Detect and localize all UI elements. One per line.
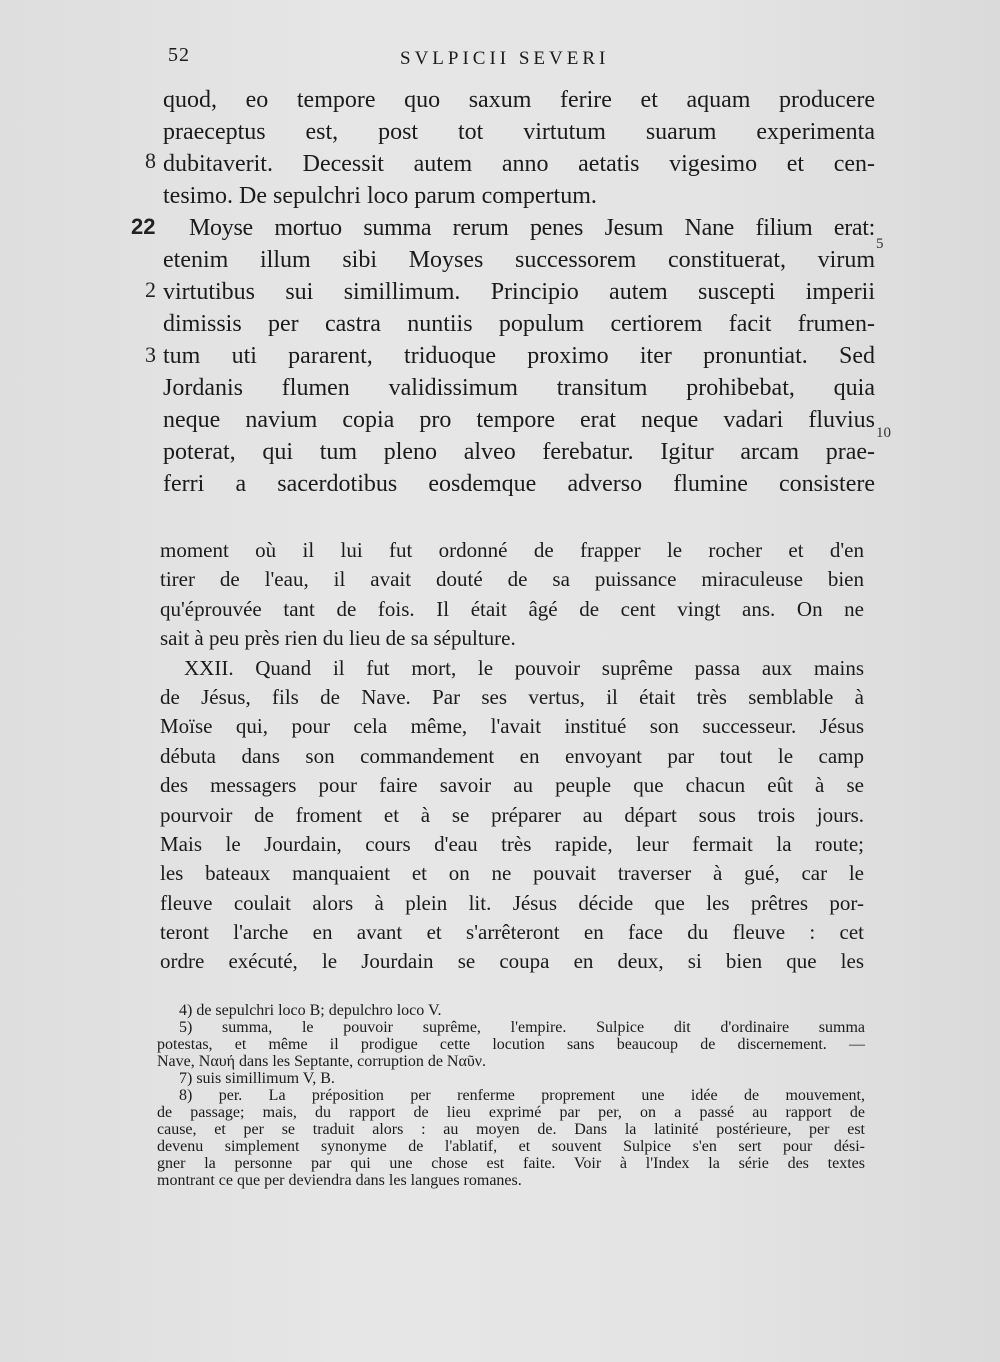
- french-line: ordre exécuté, le Jourdain se coupa en deux, si bien que les: [160, 949, 864, 974]
- latin-line: Jordanis flumen validissimum transitum prohibebat, quia: [163, 375, 875, 401]
- footnote-line: montrant ce que per deviendra dans les langues romanes.: [157, 1172, 522, 1189]
- french-line: de Jésus, fils de Nave. Par ses vertus, il était très semblable à: [160, 684, 864, 709]
- latin-line: dimissis per castra nuntiis populum certiorem facit frumen-: [163, 311, 875, 337]
- footnote-line: potestas, et même il prodigue cette locution sans beaucoup de discernement. —: [157, 1036, 865, 1053]
- footnote-line: 4) de sepulchri loco B; depulchro loco V.: [179, 1002, 442, 1019]
- latin-line: ferri a sacerdotibus eosdemque adverso flumine consistere: [163, 471, 875, 497]
- french-translation-block: [160, 536, 864, 977]
- french-line: pourvoir de froment et à se préparer au départ sous trois jours.: [160, 802, 864, 827]
- footnote-line: 7) suis simillimum V, B.: [179, 1070, 335, 1087]
- line-number-5: 5: [876, 236, 884, 252]
- latin-line: dubitaverit. Decessit autem anno aetatis vigesimo et cen-: [163, 151, 875, 177]
- french-line: XXII. Quand il fut mort, le pouvoir suprême passa aux mains: [184, 655, 864, 680]
- line-number-10: 10: [876, 425, 891, 441]
- page-number: 52: [168, 44, 190, 66]
- footnote-line: de passage; mais, du rapport de lieu exprimé par per, on a passé au rapport de: [157, 1104, 865, 1121]
- footnote-line: cause, et per se traduit alors : au moyen de. Dans la latinité postérieure, per est: [157, 1121, 865, 1138]
- latin-line: poterat, qui tum pleno alveo ferebatur. Igitur arcam prae-: [163, 439, 875, 465]
- footnotes: [157, 1002, 865, 1189]
- french-line: teront l'arche en avant et s'arrêteront en face du fleuve : cet: [160, 920, 864, 945]
- latin-line: praeceptus est, post tot virtutum suarum experimenta: [163, 119, 875, 145]
- running-title: SVLPICII SEVERI: [400, 48, 610, 69]
- latin-line: etenim illum sibi Moyses successorem constituerat, virum: [163, 247, 875, 273]
- footnote-line: 5) summa, le pouvoir suprême, l'empire. Sulpice dit d'ordinaire summa: [179, 1019, 865, 1036]
- footnote-line: devenu simplement synonyme de l'ablatif, et souvent Sulpice s'en sert pour dési-: [157, 1138, 865, 1155]
- french-line: les bateaux manquaient et on ne pouvait traverser à gué, car le: [160, 861, 864, 886]
- footnote-line: 8) per. La préposition per renferme proprement une idée de mouvement,: [179, 1087, 865, 1104]
- french-line: sait à peu près rien du lieu de sa sépulture.: [160, 626, 516, 651]
- french-line: Moïse qui, pour cela même, l'avait institué son successeur. Jésus: [160, 714, 864, 739]
- french-line: débuta dans son commandement en envoyant par tout le camp: [160, 743, 864, 768]
- french-line: moment où il lui fut ordonné de frapper le rocher et d'en: [160, 538, 864, 562]
- french-line: des messagers pour faire savoir au peuple que chacun eût à se: [160, 773, 864, 798]
- french-line: tirer de l'eau, il avait douté de sa puissance miraculeuse bien: [160, 567, 864, 592]
- latin-line: tesimo. De sepulchri loco parum compertum.: [163, 183, 597, 209]
- latin-line: tum uti pararent, triduoque proximo iter pronuntiat. Sed: [163, 343, 875, 369]
- latin-text-block: [163, 84, 875, 500]
- french-line: fleuve coulait alors à plein lit. Jésus décide que les prêtres por-: [160, 890, 864, 915]
- footnote-line: gner la personne par qui une chose est faite. Voir à l'Index la série des textes: [157, 1155, 865, 1172]
- verse-marker-3: 3: [145, 342, 156, 367]
- latin-line: neque navium copia pro tempore erat neque vadari fluvius: [163, 407, 875, 433]
- verse-marker-2: 2: [145, 277, 156, 302]
- french-line: Mais le Jourdain, cours d'eau très rapide, leur fermait la route;: [160, 831, 864, 856]
- footnote-line: Nave, Ναυή dans les Septante, corruption de Ναῦν.: [157, 1053, 487, 1070]
- latin-line: virtutibus sui simillimum. Principio autem suscepti imperii: [163, 279, 875, 305]
- chapter-marker-22: 22: [131, 214, 156, 239]
- latin-line: quod, eo tempore quo saxum ferire et aquam producere: [163, 87, 875, 113]
- latin-line: Moyse mortuo summa rerum penes Jesum Nane filium erat:: [189, 215, 875, 241]
- verse-marker-8: 8: [145, 148, 156, 173]
- french-line: qu'éprouvée tant de fois. Il était âgé de cent vingt ans. On ne: [160, 596, 864, 621]
